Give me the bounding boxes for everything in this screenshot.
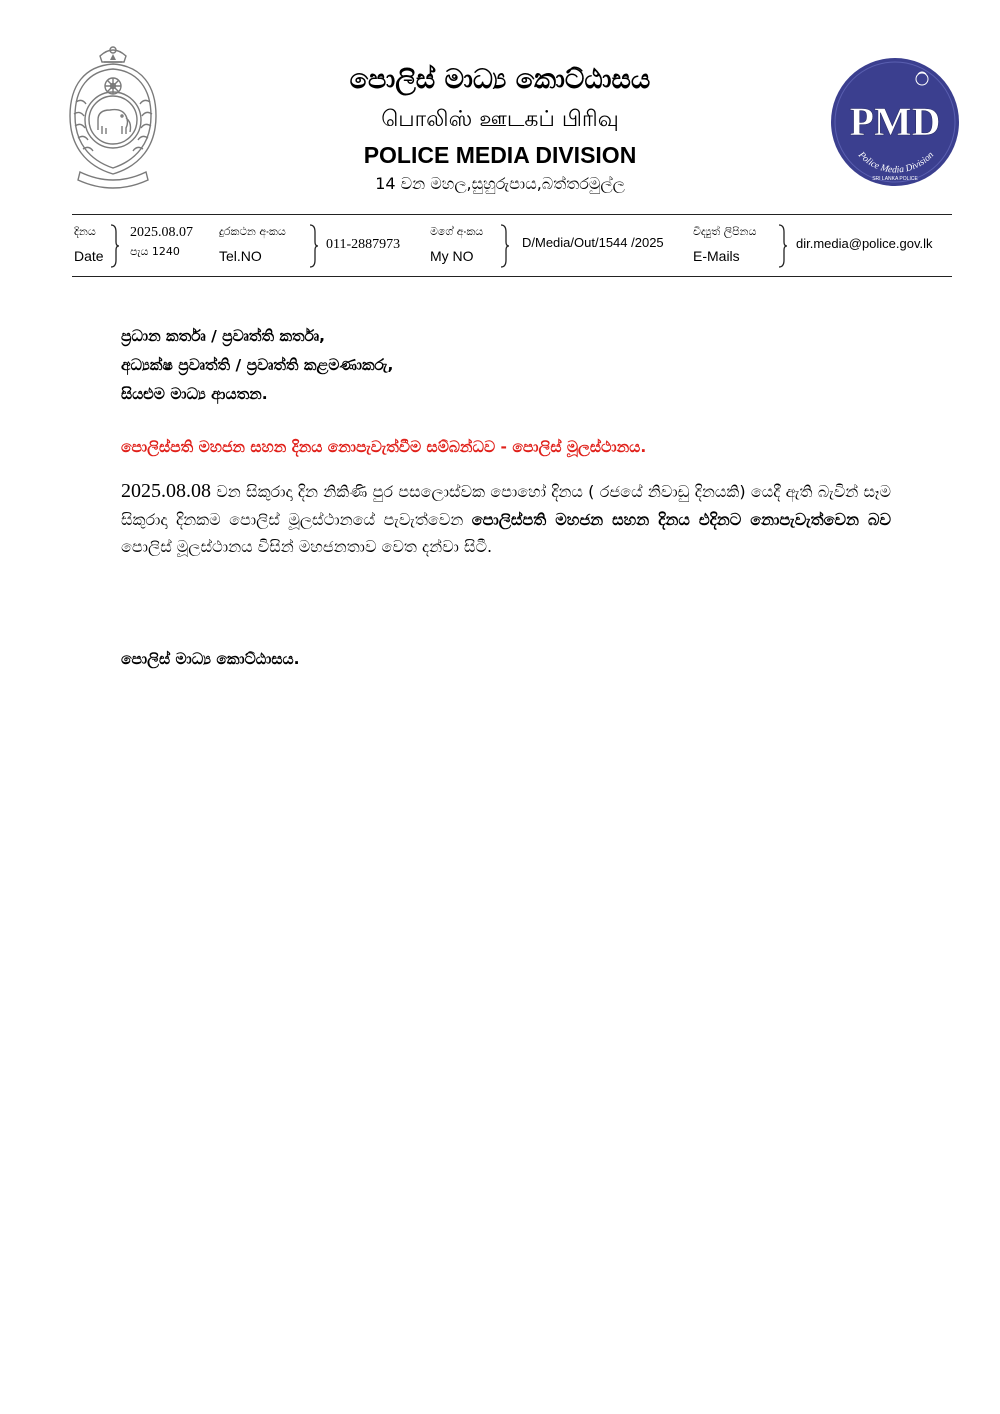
organization-address: 14 වන මහල,සුහුරුපාය,බත්තරමුල්ල: [375, 174, 625, 193]
reference-bar: [72, 224, 952, 270]
pmd-logo-ring-text: Police Media Division: [855, 150, 937, 176]
body-text-part2: පොලිස් මූලස්ථානය විසින් මහජනතාව වෙත දන්වා සිටී.: [121, 537, 493, 556]
brace-icon: [778, 224, 788, 268]
ref-email-label-en: E-Mails: [693, 248, 740, 264]
body-date: 2025.08.08: [121, 480, 211, 502]
ref-date-label-en: Date: [74, 248, 104, 264]
ref-email-value-text: dir.media@police.gov.lk: [796, 236, 933, 251]
brace-icon: [309, 224, 319, 268]
sri-lanka-police-crest-icon: [66, 42, 160, 194]
organization-name-english: POLICE MEDIA DIVISION: [363, 142, 637, 168]
recipient-line: අධ්‍යක්ෂ ප්‍රවෘත්ති / ප්‍රවෘත්ති කළමණාකරු,: [121, 356, 394, 374]
body-text-bold: පොලිස්පති මහජන සහන දිනය එදිනට නොපැවැත්වෙන බව: [471, 509, 891, 529]
ref-myno-value-text: D/Media/Out/1544 /2025: [522, 235, 664, 250]
recipient-line: සියළුම මාධ්‍ය ආයතන.: [121, 385, 268, 403]
police-crest-logo: [66, 42, 160, 194]
ref-myno-label-en: My NO: [430, 248, 474, 264]
ref-email-label: [693, 224, 756, 270]
reference-bar-top-rule: [72, 214, 952, 215]
ref-tel-value-text: 011-2887973: [326, 237, 401, 252]
letter-subject: පොලිස්පති මහජන සහන දිනය නොපැවැත්වීම සම්බන්ධව - පොලිස් මූලස්ථානය.: [121, 438, 647, 456]
letter-body: [121, 478, 891, 561]
ref-date-value-text: 2025.08.07: [130, 225, 193, 240]
ref-myno-label: [430, 224, 483, 270]
pmd-logo-text: PMD: [849, 99, 941, 144]
ref-tel-label-si: දුරකථන අංකය: [219, 225, 286, 238]
ref-tel-label-en: Tel.NO: [219, 248, 262, 264]
ref-tel-label: [219, 224, 286, 270]
ref-email-label-si: විද්‍යුත් ලිපිනය: [693, 225, 757, 238]
brace-icon: [110, 224, 120, 268]
organization-name-sinhala: පොලිස් මාධ්‍ය කොට්ඨාසය: [349, 64, 651, 95]
ref-date-label: [74, 224, 104, 270]
brace-icon: [500, 224, 510, 268]
letterhead: [200, 62, 800, 196]
ref-date-label-si: දිනය: [74, 225, 96, 238]
body-text-part1: වන සිකුරාදා දින නිකිණි පුර පසලොස්වක පොහෝ දිනය ( රජයේ නිවාඩු දිනයකි) යෙදී ඇති බැවින් සෑම සිකුරාදා දිනකම පොලිස් මූලස්ථානයේ පැවැත්වෙන: [121, 482, 891, 529]
ref-myno-label-si: මගේ අංකය: [430, 225, 484, 238]
reference-bar-bottom-rule: [72, 276, 952, 277]
pmd-logo: [829, 56, 961, 188]
pmd-logo-subtext: SRI LANKA POLICE: [872, 176, 918, 182]
recipients-block: [121, 322, 881, 409]
ref-date-value: [130, 224, 193, 270]
pmd-badge-icon: [829, 56, 961, 188]
ref-time-value: පැය 1240: [130, 245, 180, 258]
letter-signoff: පොලිස් මාධ්‍ය කොට්ඨාසය.: [121, 650, 300, 668]
ref-myno-value: [522, 234, 664, 280]
ref-email-value: [796, 235, 933, 281]
recipient-line: ප්‍රධාන කර්තෘ / ප්‍රවෘත්ති කර්තෘ,: [121, 327, 325, 345]
organization-name-tamil: பொலிஸ் ஊடகப் பிரிவு: [381, 107, 619, 132]
